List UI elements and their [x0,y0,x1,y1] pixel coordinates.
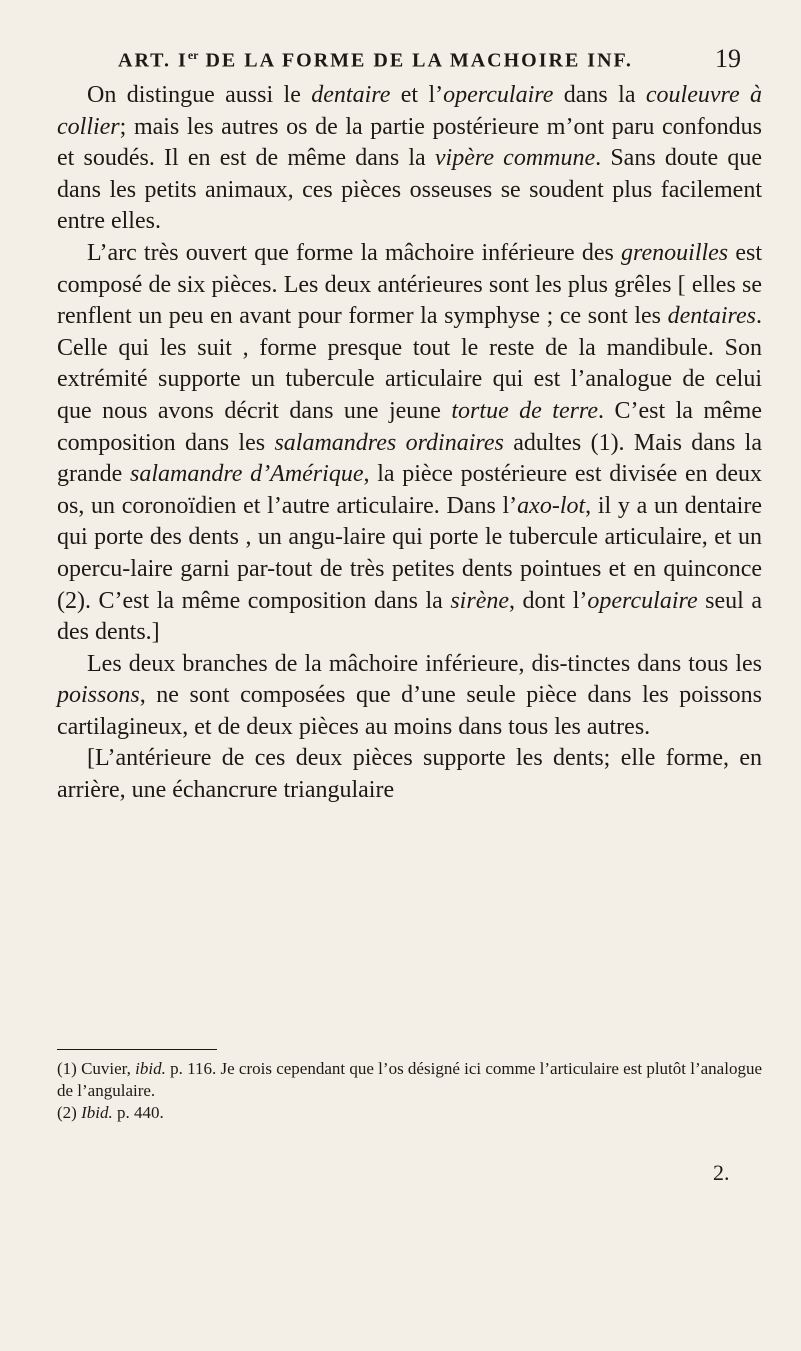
paragraph-1: On distingue aussi le dentaire et l’operculaire dans la couleuvre à collier; mais les autres os de la partie postérieure m’ont paru confondus et soudés. Il en est de même dans la vipère commune. Sans doute que dans les petits animaux, ces pièces osseuses se soudent plus facilement entre elles. [57,82,763,235]
paragraph-4: [L’antérieure de ces deux pièces supporte les dents; elle forme, en arrière, une échancrure triangulaire [57,745,762,804]
page-number: 19 [715,44,741,73]
paragraph-2: L’arc très ouvert que forme la mâchoire inférieure des grenouilles est composé de six pièces. Les deux antérieures sont les plus grêles [ elles se renflent un peu en avant pour former la symphyse ; ce sont les dentaires. Celle qui les suit , forme presque tout le reste de la mandibule. Son extrémité supporte un tubercule articulaire qui est l’analogue de celui que nous avons décrit dans une jeune tortue de terre. C’est la même composition dans les salamandres ordinaires adultes (1). Mais dans la grande salamandre d’Amérique, la pièce postérieure est divisée en deux os, un coronoïdien et l’autre articulaire. Dans l’axo-lot, il y a un dentaire qui porte des dents , un angu-laire qui porte le tubercule articulaire, et un opercu-laire garni par-tout de très petites dents pointues et en quinconce (2). C’est la même composition dans la sirène, dont l’operculaire seul a des dents.] [57,239,762,646]
footnote-2: (2) Ibid. p. 440. [57,1103,164,1122]
footnote-1: (1) Cuvier, ibid. p. 116. Je crois cependant que l’os désigné ici comme l’articulaire est plutôt l’analogue de l’angulaire. [57,1059,762,1100]
footnote-rule [57,1049,217,1050]
signature-mark: 2. [713,1160,730,1185]
footnotes [57,1058,762,1124]
running-head: ART. Ier DE LA FORME DE LA MACHOIRE INF. [118,48,633,72]
page-header [0,40,801,80]
body-text [57,80,762,807]
paragraph-3: Les deux branches de la mâchoire inférieure, dis-tinctes dans tous les poissons, ne sont composées que d’une seule pièce dans les poissons cartilagineux, et de deux pièces au moins dans tous les autres. [57,650,762,740]
